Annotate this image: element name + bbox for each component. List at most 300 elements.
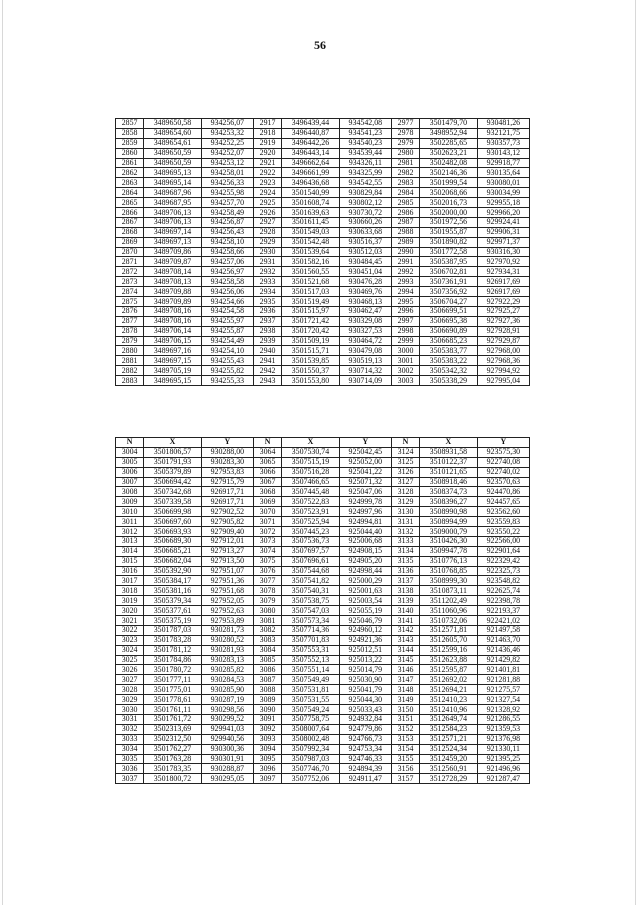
table-cell: 934256,33 xyxy=(201,178,253,188)
table-row xyxy=(116,326,530,336)
table-cell: 3501972,56 xyxy=(420,217,478,227)
table-cell: 3507466,65 xyxy=(282,477,340,487)
table-cell: 2998 xyxy=(391,326,419,336)
table-cell: 3507573,34 xyxy=(282,616,340,626)
table-cell: 3152 xyxy=(391,724,419,734)
table-cell: 929924,41 xyxy=(477,217,529,227)
table-cell: 2991 xyxy=(391,257,419,267)
table-cell: 3510732,06 xyxy=(420,616,478,626)
table-cell: 930285,82 xyxy=(201,665,253,675)
table-cell: 2859 xyxy=(116,138,144,148)
table-cell: 929918,77 xyxy=(477,158,529,168)
table-cell: 3501539,64 xyxy=(282,247,340,257)
table-cell: 3083 xyxy=(253,635,281,645)
table-cell: 3147 xyxy=(391,675,419,685)
table-row xyxy=(116,247,530,257)
table-cell: 3507544,68 xyxy=(282,566,340,576)
table-cell: 934256,43 xyxy=(201,227,253,237)
table-cell: 3501955,87 xyxy=(420,227,478,237)
table-cell: 930283,30 xyxy=(201,457,253,467)
table-cell: 2984 xyxy=(391,188,419,198)
table-cell: 923548,82 xyxy=(477,576,529,586)
table-row xyxy=(116,754,530,764)
table-cell: 925000,29 xyxy=(339,576,391,586)
table-cell: 3507522,83 xyxy=(282,497,340,507)
table-cell: 3502016,73 xyxy=(420,198,478,208)
column-header: N xyxy=(116,438,144,448)
table-cell: 3498952,94 xyxy=(420,128,478,138)
table-cell: 930476,28 xyxy=(339,277,391,287)
table-cell: 3507746,70 xyxy=(282,764,340,774)
table-row xyxy=(116,724,530,734)
table-cell: 930288,87 xyxy=(201,764,253,774)
coordinates-table-1-body xyxy=(116,119,530,386)
table-cell: 3489706,13 xyxy=(144,208,202,218)
table-cell: 3512410,23 xyxy=(420,695,478,705)
table-cell: 925003,54 xyxy=(339,596,391,606)
table-cell: 2918 xyxy=(253,128,281,138)
table-cell: 934256,06 xyxy=(201,287,253,297)
table-cell: 2933 xyxy=(253,277,281,287)
table-cell: 927929,87 xyxy=(477,336,529,346)
table-cell: 3505392,90 xyxy=(144,566,202,576)
table-cell: 3126 xyxy=(391,467,419,477)
table-cell: 924994,81 xyxy=(339,517,391,527)
table-row xyxy=(116,138,530,148)
table-row xyxy=(116,576,530,586)
table-row xyxy=(116,487,530,497)
table-row xyxy=(116,546,530,556)
table-cell: 3079 xyxy=(253,596,281,606)
table-cell: 3507992,34 xyxy=(282,744,340,754)
table-cell: 3080 xyxy=(253,606,281,616)
table-cell: 930284,53 xyxy=(201,675,253,685)
table-cell: 2930 xyxy=(253,247,281,257)
table-cell: 930519,13 xyxy=(339,356,391,366)
table-cell: 3507697,57 xyxy=(282,546,340,556)
table-cell: 2931 xyxy=(253,257,281,267)
table-cell: 2995 xyxy=(391,297,419,307)
table-cell: 3507553,31 xyxy=(282,645,340,655)
table-row xyxy=(116,635,530,645)
table-cell: 3077 xyxy=(253,576,281,586)
table-cell: 925044,40 xyxy=(339,527,391,537)
table-cell: 3509947,78 xyxy=(420,546,478,556)
table-cell: 3489695,13 xyxy=(144,168,202,178)
table-row xyxy=(116,606,530,616)
table-cell: 3501515,71 xyxy=(282,346,340,356)
table-cell: 2996 xyxy=(391,306,419,316)
table-cell: 3507531,81 xyxy=(282,685,340,695)
table-cell: 3507549,24 xyxy=(282,705,340,715)
coordinates-table-2-header xyxy=(116,438,530,448)
table-cell: 3501763,28 xyxy=(144,754,202,764)
table-cell: 3128 xyxy=(391,487,419,497)
table-cell: 3489687,95 xyxy=(144,198,202,208)
table-cell: 927951,68 xyxy=(201,586,253,596)
table-cell: 3502312,50 xyxy=(144,734,202,744)
table-cell: 3501639,63 xyxy=(282,208,340,218)
table-cell: 2858 xyxy=(116,128,144,138)
scan-edge-left xyxy=(2,0,3,905)
table-cell: 2938 xyxy=(253,326,281,336)
table-cell: 3012 xyxy=(116,527,144,537)
table-cell: 926917,71 xyxy=(201,487,253,497)
table-cell: 934326,11 xyxy=(339,158,391,168)
table-cell: 923550,22 xyxy=(477,527,529,537)
table-row xyxy=(116,277,530,287)
table-cell: 3496439,44 xyxy=(282,119,340,129)
table-cell: 3489705,19 xyxy=(144,366,202,376)
table-cell: 3501515,97 xyxy=(282,306,340,316)
table-cell: 3512571,81 xyxy=(420,625,478,635)
table-cell: 3489697,14 xyxy=(144,227,202,237)
table-cell: 2934 xyxy=(253,287,281,297)
table-cell: 2883 xyxy=(116,376,144,386)
table-cell: 2923 xyxy=(253,178,281,188)
table-cell: 934257,06 xyxy=(201,257,253,267)
table-cell: 3506685,23 xyxy=(420,336,478,346)
table-cell: 921436,46 xyxy=(477,645,529,655)
table-cell: 3512459,20 xyxy=(420,754,478,764)
table-row xyxy=(116,316,530,326)
table-cell: 3095 xyxy=(253,754,281,764)
table-cell: 3501784,86 xyxy=(144,655,202,665)
table-cell: 3507758,75 xyxy=(282,714,340,724)
table-cell: 3505338,29 xyxy=(420,376,478,386)
table-cell: 2866 xyxy=(116,208,144,218)
table-cell: 3071 xyxy=(253,517,281,527)
table-cell: 929941,03 xyxy=(201,724,253,734)
table-cell: 3496436,68 xyxy=(282,178,340,188)
table-cell: 3003 xyxy=(391,376,419,386)
table-cell: 3501550,37 xyxy=(282,366,340,376)
table-row xyxy=(116,467,530,477)
table-cell: 925041,22 xyxy=(339,467,391,477)
table-cell: 927934,31 xyxy=(477,267,529,277)
table-row xyxy=(116,695,530,705)
table-cell: 3489697,15 xyxy=(144,356,202,366)
table-cell: 3489709,88 xyxy=(144,287,202,297)
table-cell: 3489654,60 xyxy=(144,128,202,138)
table-cell: 930287,19 xyxy=(201,695,253,705)
table-cell: 3091 xyxy=(253,714,281,724)
table-cell: 3132 xyxy=(391,527,419,537)
table-cell: 927925,27 xyxy=(477,306,529,316)
table-cell: 3129 xyxy=(391,497,419,507)
table-cell: 930143,12 xyxy=(477,148,529,158)
table-cell: 924457,65 xyxy=(477,497,529,507)
table-cell: 930481,26 xyxy=(477,119,529,129)
table-cell: 3501560,55 xyxy=(282,267,340,277)
table-cell: 3149 xyxy=(391,695,419,705)
table-cell: 3501781,12 xyxy=(144,645,202,655)
table-cell: 3501800,72 xyxy=(144,774,202,784)
table-cell: 3017 xyxy=(116,576,144,586)
table-cell: 3501890,82 xyxy=(420,237,478,247)
table-cell: 3508007,64 xyxy=(282,724,340,734)
table-cell: 3127 xyxy=(391,477,419,487)
table-cell: 3512605,70 xyxy=(420,635,478,645)
table-cell: 3510873,11 xyxy=(420,586,478,596)
table-cell: 3074 xyxy=(253,546,281,556)
table-cell: 3489695,15 xyxy=(144,376,202,386)
table-cell: 927909,40 xyxy=(201,527,253,537)
table-cell: 925052,00 xyxy=(339,457,391,467)
table-cell: 3489695,14 xyxy=(144,178,202,188)
table-cell: 924779,86 xyxy=(339,724,391,734)
table-cell: 2986 xyxy=(391,208,419,218)
table-cell: 930288,00 xyxy=(201,447,253,457)
table-cell: 934256,97 xyxy=(201,267,253,277)
table-cell: 3501553,80 xyxy=(282,376,340,386)
table-cell: 3501783,28 xyxy=(144,635,202,645)
table-cell: 3002 xyxy=(391,366,419,376)
table-cell: 3489708,16 xyxy=(144,316,202,326)
table-cell: 2997 xyxy=(391,316,419,326)
table-cell: 3506699,98 xyxy=(144,507,202,517)
table-cell: 3489709,86 xyxy=(144,247,202,257)
table-cell: 925047,06 xyxy=(339,487,391,497)
table-cell: 2917 xyxy=(253,119,281,129)
table-cell: 2875 xyxy=(116,297,144,307)
table-cell: 929966,20 xyxy=(477,208,529,218)
table-cell: 924894,39 xyxy=(339,764,391,774)
table-cell: 3157 xyxy=(391,774,419,784)
table-cell: 934258,58 xyxy=(201,277,253,287)
table-cell: 3022 xyxy=(116,625,144,635)
table-cell: 930316,30 xyxy=(477,247,529,257)
table-cell: 3506697,60 xyxy=(144,517,202,527)
table-cell: 921286,55 xyxy=(477,714,529,724)
table-cell: 3138 xyxy=(391,586,419,596)
table-cell: 927994,92 xyxy=(477,366,529,376)
table-row xyxy=(116,536,530,546)
table-cell: 934254,66 xyxy=(201,297,253,307)
table-cell: 2865 xyxy=(116,198,144,208)
table-cell: 930135,64 xyxy=(477,168,529,178)
table-cell: 2926 xyxy=(253,208,281,218)
table-row xyxy=(116,237,530,247)
table-cell: 921376,98 xyxy=(477,734,529,744)
table-cell: 3507356,92 xyxy=(420,287,478,297)
table-cell: 3512649,74 xyxy=(420,714,478,724)
table-cell: 930280,52 xyxy=(201,635,253,645)
table-cell: 3093 xyxy=(253,734,281,744)
table-cell: 3510121,65 xyxy=(420,467,478,477)
table-cell: 927913,50 xyxy=(201,556,253,566)
table-cell: 3512584,23 xyxy=(420,724,478,734)
table-cell: 3506704,27 xyxy=(420,297,478,307)
table-cell: 2927 xyxy=(253,217,281,227)
table-cell: 3506694,42 xyxy=(144,477,202,487)
table-cell: 927952,63 xyxy=(201,606,253,616)
table-row xyxy=(116,217,530,227)
table-cell: 925046,79 xyxy=(339,616,391,626)
table-cell: 3027 xyxy=(116,675,144,685)
table-cell: 3066 xyxy=(253,467,281,477)
table-cell: 3489706,13 xyxy=(144,217,202,227)
table-cell: 3512524,34 xyxy=(420,744,478,754)
table-row xyxy=(116,297,530,307)
table-cell: 3130 xyxy=(391,507,419,517)
table-cell: 922421,02 xyxy=(477,616,529,626)
table-cell: 2937 xyxy=(253,316,281,326)
table-cell: 3501761,11 xyxy=(144,705,202,715)
table-cell: 925006,68 xyxy=(339,536,391,546)
table-cell: 930469,76 xyxy=(339,287,391,297)
table-cell: 3505381,16 xyxy=(144,586,202,596)
column-header: X xyxy=(282,438,340,448)
table-cell: 3145 xyxy=(391,655,419,665)
table-cell: 3505375,19 xyxy=(144,616,202,626)
table-cell: 2881 xyxy=(116,356,144,366)
table-cell: 2871 xyxy=(116,257,144,267)
table-cell: 3505383,77 xyxy=(420,346,478,356)
table-cell: 934325,99 xyxy=(339,168,391,178)
table-cell: 3035 xyxy=(116,754,144,764)
table-cell: 2857 xyxy=(116,119,144,129)
table-cell: 3502623,21 xyxy=(420,148,478,158)
table-cell: 3501791,93 xyxy=(144,457,202,467)
table-cell: 3064 xyxy=(253,447,281,457)
table-cell: 930479,08 xyxy=(339,346,391,356)
table-cell: 3086 xyxy=(253,665,281,675)
table-cell: 930301,91 xyxy=(201,754,253,764)
table-cell: 3134 xyxy=(391,546,419,556)
table-cell: 929940,56 xyxy=(201,734,253,744)
table-cell: 3008 xyxy=(116,487,144,497)
page-number: 56 xyxy=(314,38,326,52)
table-cell: 930283,13 xyxy=(201,655,253,665)
table-cell: 930714,09 xyxy=(339,376,391,386)
table-cell: 3501777,11 xyxy=(144,675,202,685)
table-cell: 3512560,91 xyxy=(420,764,478,774)
coordinates-table-2 xyxy=(115,437,530,784)
table-cell: 3097 xyxy=(253,774,281,784)
table-cell: 927902,52 xyxy=(201,507,253,517)
table-cell: 2929 xyxy=(253,237,281,247)
table-cell: 2919 xyxy=(253,138,281,148)
table-cell: 924908,15 xyxy=(339,546,391,556)
table-row xyxy=(116,596,530,606)
table-cell: 930329,08 xyxy=(339,316,391,326)
table-cell: 934252,25 xyxy=(201,138,253,148)
table-cell: 924960,12 xyxy=(339,625,391,635)
table-cell: 2873 xyxy=(116,277,144,287)
table-cell: 3505342,32 xyxy=(420,366,478,376)
table-cell: 924911,47 xyxy=(339,774,391,784)
table-cell: 3148 xyxy=(391,685,419,695)
table-cell: 3009 xyxy=(116,497,144,507)
table-cell: 3512692,02 xyxy=(420,675,478,685)
table-cell: 3506690,89 xyxy=(420,326,478,336)
table-cell: 3089 xyxy=(253,695,281,705)
table-cell: 925044,30 xyxy=(339,695,391,705)
table-row xyxy=(116,527,530,537)
table-cell: 3502482,08 xyxy=(420,158,478,168)
table-cell: 925041,79 xyxy=(339,685,391,695)
table-cell: 934255,82 xyxy=(201,366,253,376)
table-cell: 924998,44 xyxy=(339,566,391,576)
table-cell: 3501721,42 xyxy=(282,316,340,326)
table-cell: 934255,43 xyxy=(201,356,253,366)
table-cell: 3033 xyxy=(116,734,144,744)
table-row xyxy=(116,257,530,267)
table-cell: 3502285,65 xyxy=(420,138,478,148)
table-cell: 924999,78 xyxy=(339,497,391,507)
table-cell: 3094 xyxy=(253,744,281,754)
table-cell: 3507339,58 xyxy=(144,497,202,507)
table-cell: 934256,07 xyxy=(201,119,253,129)
table-row xyxy=(116,128,530,138)
table-cell: 2979 xyxy=(391,138,419,148)
table-cell: 929906,31 xyxy=(477,227,529,237)
table-cell: 3508931,58 xyxy=(420,447,478,457)
table-cell: 3087 xyxy=(253,675,281,685)
table-cell: 927952,05 xyxy=(201,596,253,606)
coordinates-table-2-body xyxy=(116,447,530,783)
table-cell: 3507538,75 xyxy=(282,596,340,606)
table-cell: 2941 xyxy=(253,356,281,366)
table-cell: 930714,32 xyxy=(339,366,391,376)
table-cell: 925001,63 xyxy=(339,586,391,596)
column-header: X xyxy=(144,438,202,448)
table-cell: 3006 xyxy=(116,467,144,477)
table-cell: 3133 xyxy=(391,536,419,546)
table-cell: 2943 xyxy=(253,376,281,386)
table-cell: 927913,27 xyxy=(201,546,253,556)
table-cell: 3075 xyxy=(253,556,281,566)
table-cell: 2921 xyxy=(253,158,281,168)
table-cell: 3001 xyxy=(391,356,419,366)
table-cell: 3501517,03 xyxy=(282,287,340,297)
table-cell: 3015 xyxy=(116,556,144,566)
table-cell: 927953,89 xyxy=(201,616,253,626)
table-cell: 3506689,30 xyxy=(144,536,202,546)
table-cell: 3090 xyxy=(253,705,281,715)
table-cell: 3082 xyxy=(253,625,281,635)
table-cell: 934256,87 xyxy=(201,217,253,227)
table-row xyxy=(116,507,530,517)
table-cell: 2862 xyxy=(116,168,144,178)
table-row xyxy=(116,447,530,457)
column-header: N xyxy=(391,438,419,448)
table-cell: 3501549,03 xyxy=(282,227,340,237)
table-cell: 934258,49 xyxy=(201,208,253,218)
table-cell: 3507536,73 xyxy=(282,536,340,546)
table-cell: 3501720,42 xyxy=(282,326,340,336)
table-cell: 921496,96 xyxy=(477,764,529,774)
table-cell: 934253,12 xyxy=(201,158,253,168)
table-row xyxy=(116,287,530,297)
table-cell: 3156 xyxy=(391,764,419,774)
table-cell: 3512595,87 xyxy=(420,665,478,675)
table-cell: 930298,56 xyxy=(201,705,253,715)
table-cell: 930299,52 xyxy=(201,714,253,724)
table-cell: 3143 xyxy=(391,635,419,645)
table-cell: 3501519,49 xyxy=(282,297,340,307)
table-cell: 924766,73 xyxy=(339,734,391,744)
table-cell: 930802,12 xyxy=(339,198,391,208)
table-cell: 2879 xyxy=(116,336,144,346)
table-cell: 2989 xyxy=(391,237,419,247)
table-cell: 3496661,99 xyxy=(282,168,340,178)
table-cell: 921281,88 xyxy=(477,675,529,685)
table-row xyxy=(116,267,530,277)
table-cell: 921275,57 xyxy=(477,685,529,695)
table-cell: 930633,68 xyxy=(339,227,391,237)
